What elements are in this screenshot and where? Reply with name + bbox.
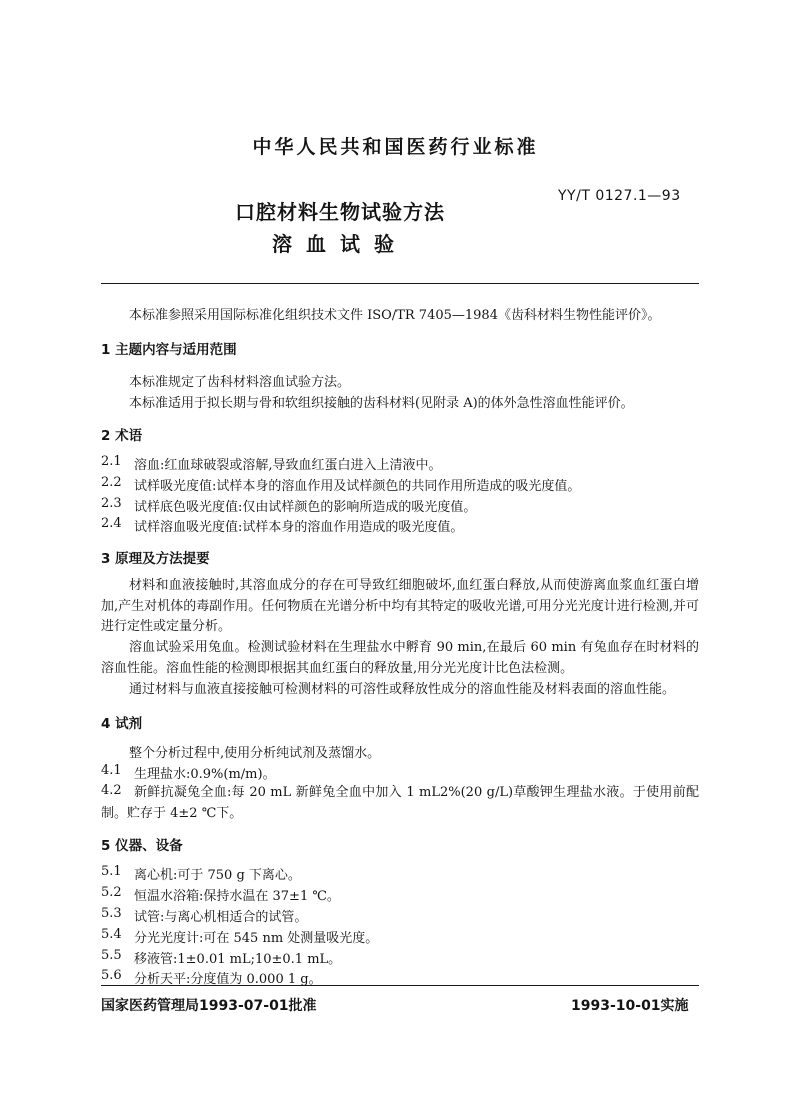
clause-number: 4.2: [101, 783, 122, 798]
document-subtitle: 溶血试验: [272, 232, 408, 256]
section-3-paragraph: 材料和血液接触时,其溶血成分的存在可导致红细胞破坏,血红蛋白释放,从而使游离血浆血红蛋白增加,产生对机体的毒副作用。任何物质在光谱分析中均有其特定的吸收光谱,可用分光光度计进行检测,并可进行定性或定量分析。: [101, 578, 699, 634]
clause-number: 5.5: [101, 948, 122, 963]
effective-date: 1993-10-01实施: [571, 998, 689, 1014]
section-1-paragraph: 本标准规定了齿科材料溶血试验方法。: [129, 375, 351, 390]
document-title: 口腔材料生物试验方法: [235, 200, 445, 224]
clause-text: 试管:与离心机相适合的试管。: [134, 910, 308, 925]
footer-divider: [101, 985, 699, 986]
clause-text: 分析天平:分度值为 0.000 1 g。: [134, 972, 322, 987]
section-1-heading: 1 主题内容与适用范围: [101, 342, 237, 358]
section-5-heading: 5 仪器、设备: [101, 838, 183, 854]
clause-text: 新鲜抗凝兔全血:每 20 mL 新鲜兔全血中加入 1 mL2%(20 g/L)草酸钾生理盐水液。于使用前配制。贮存于 4±2 ℃下。: [101, 785, 699, 821]
section-4-heading: 4 试剂: [101, 716, 143, 732]
intro-paragraph: 本标准参照采用国际标准化组织技术文件 ISO/TR 7405—1984《齿科材料生物性能评价》。: [129, 308, 661, 323]
header-divider: [101, 283, 699, 284]
clause-text: 试样底色吸光度值:仅由试样颜色的影响所造成的吸光度值。: [134, 500, 477, 515]
clause-number: 4.1: [101, 763, 122, 778]
approval-date: 国家医药管理局1993-07-01批准: [101, 998, 317, 1014]
section-4-paragraph: 整个分析过程中,使用分析纯试剂及蒸馏水。: [129, 746, 381, 761]
clause-text: 试样溶血吸光度值:试样本身的溶血作用造成的吸光度值。: [134, 520, 464, 535]
document-org-title: 中华人民共和国医药行业标准: [252, 136, 539, 158]
clause-number: 2.2: [101, 475, 122, 490]
section-3-paragraph: 通过材料与血液直接接触可检测材料的可溶性或释放性成分的溶血性能及材料表面的溶血性能。: [129, 682, 676, 697]
clause-text: 恒温水浴箱:保持水温在 37±1 ℃。: [134, 889, 340, 904]
clause-text: 分光光度计:可在 545 nm 处测量吸光度。: [134, 931, 379, 946]
standard-code: YY/T 0127.1—93: [558, 188, 681, 204]
clause-text: 移液管:1±0.01 mL;10±0.1 mL。: [134, 952, 342, 967]
clause-text: 生理盐水:0.9%(m/m)。: [134, 767, 276, 782]
clause-number: 5.4: [101, 927, 122, 942]
clause-text: 溶血:红血球破裂或溶解,导致血红蛋白进入上清液中。: [134, 458, 442, 473]
section-1-paragraph: 本标准适用于拟长期与骨和软组织接触的齿科材料(见附录 A)的体外急性溶血性能评价。: [129, 396, 634, 411]
clause-text: 试样吸光度值:试样本身的溶血作用及试样颜色的共同作用所造成的吸光度值。: [134, 479, 581, 494]
clause-number: 5.2: [101, 885, 122, 900]
section-3-paragraph: 溶血试验采用兔血。检测试验材料在生理盐水中孵育 90 min,在最后 60 min 有兔血存在时材料的溶血性能。溶血性能的检测即根据其血红蛋白的释放量,用分光光度计比色法检测。: [101, 640, 699, 676]
clause-number: 5.6: [101, 968, 122, 983]
clause-number: 2.4: [101, 516, 122, 531]
clause-number: 5.3: [101, 906, 122, 921]
section-3-heading: 3 原理及方法提要: [101, 551, 210, 567]
clause-number: 2.1: [101, 454, 122, 469]
section-2-heading: 2 术语: [101, 428, 143, 444]
clause-number: 5.1: [101, 864, 122, 879]
clause-number: 2.3: [101, 496, 122, 511]
clause-text: 离心机:可于 750 g 下离心。: [134, 868, 301, 883]
